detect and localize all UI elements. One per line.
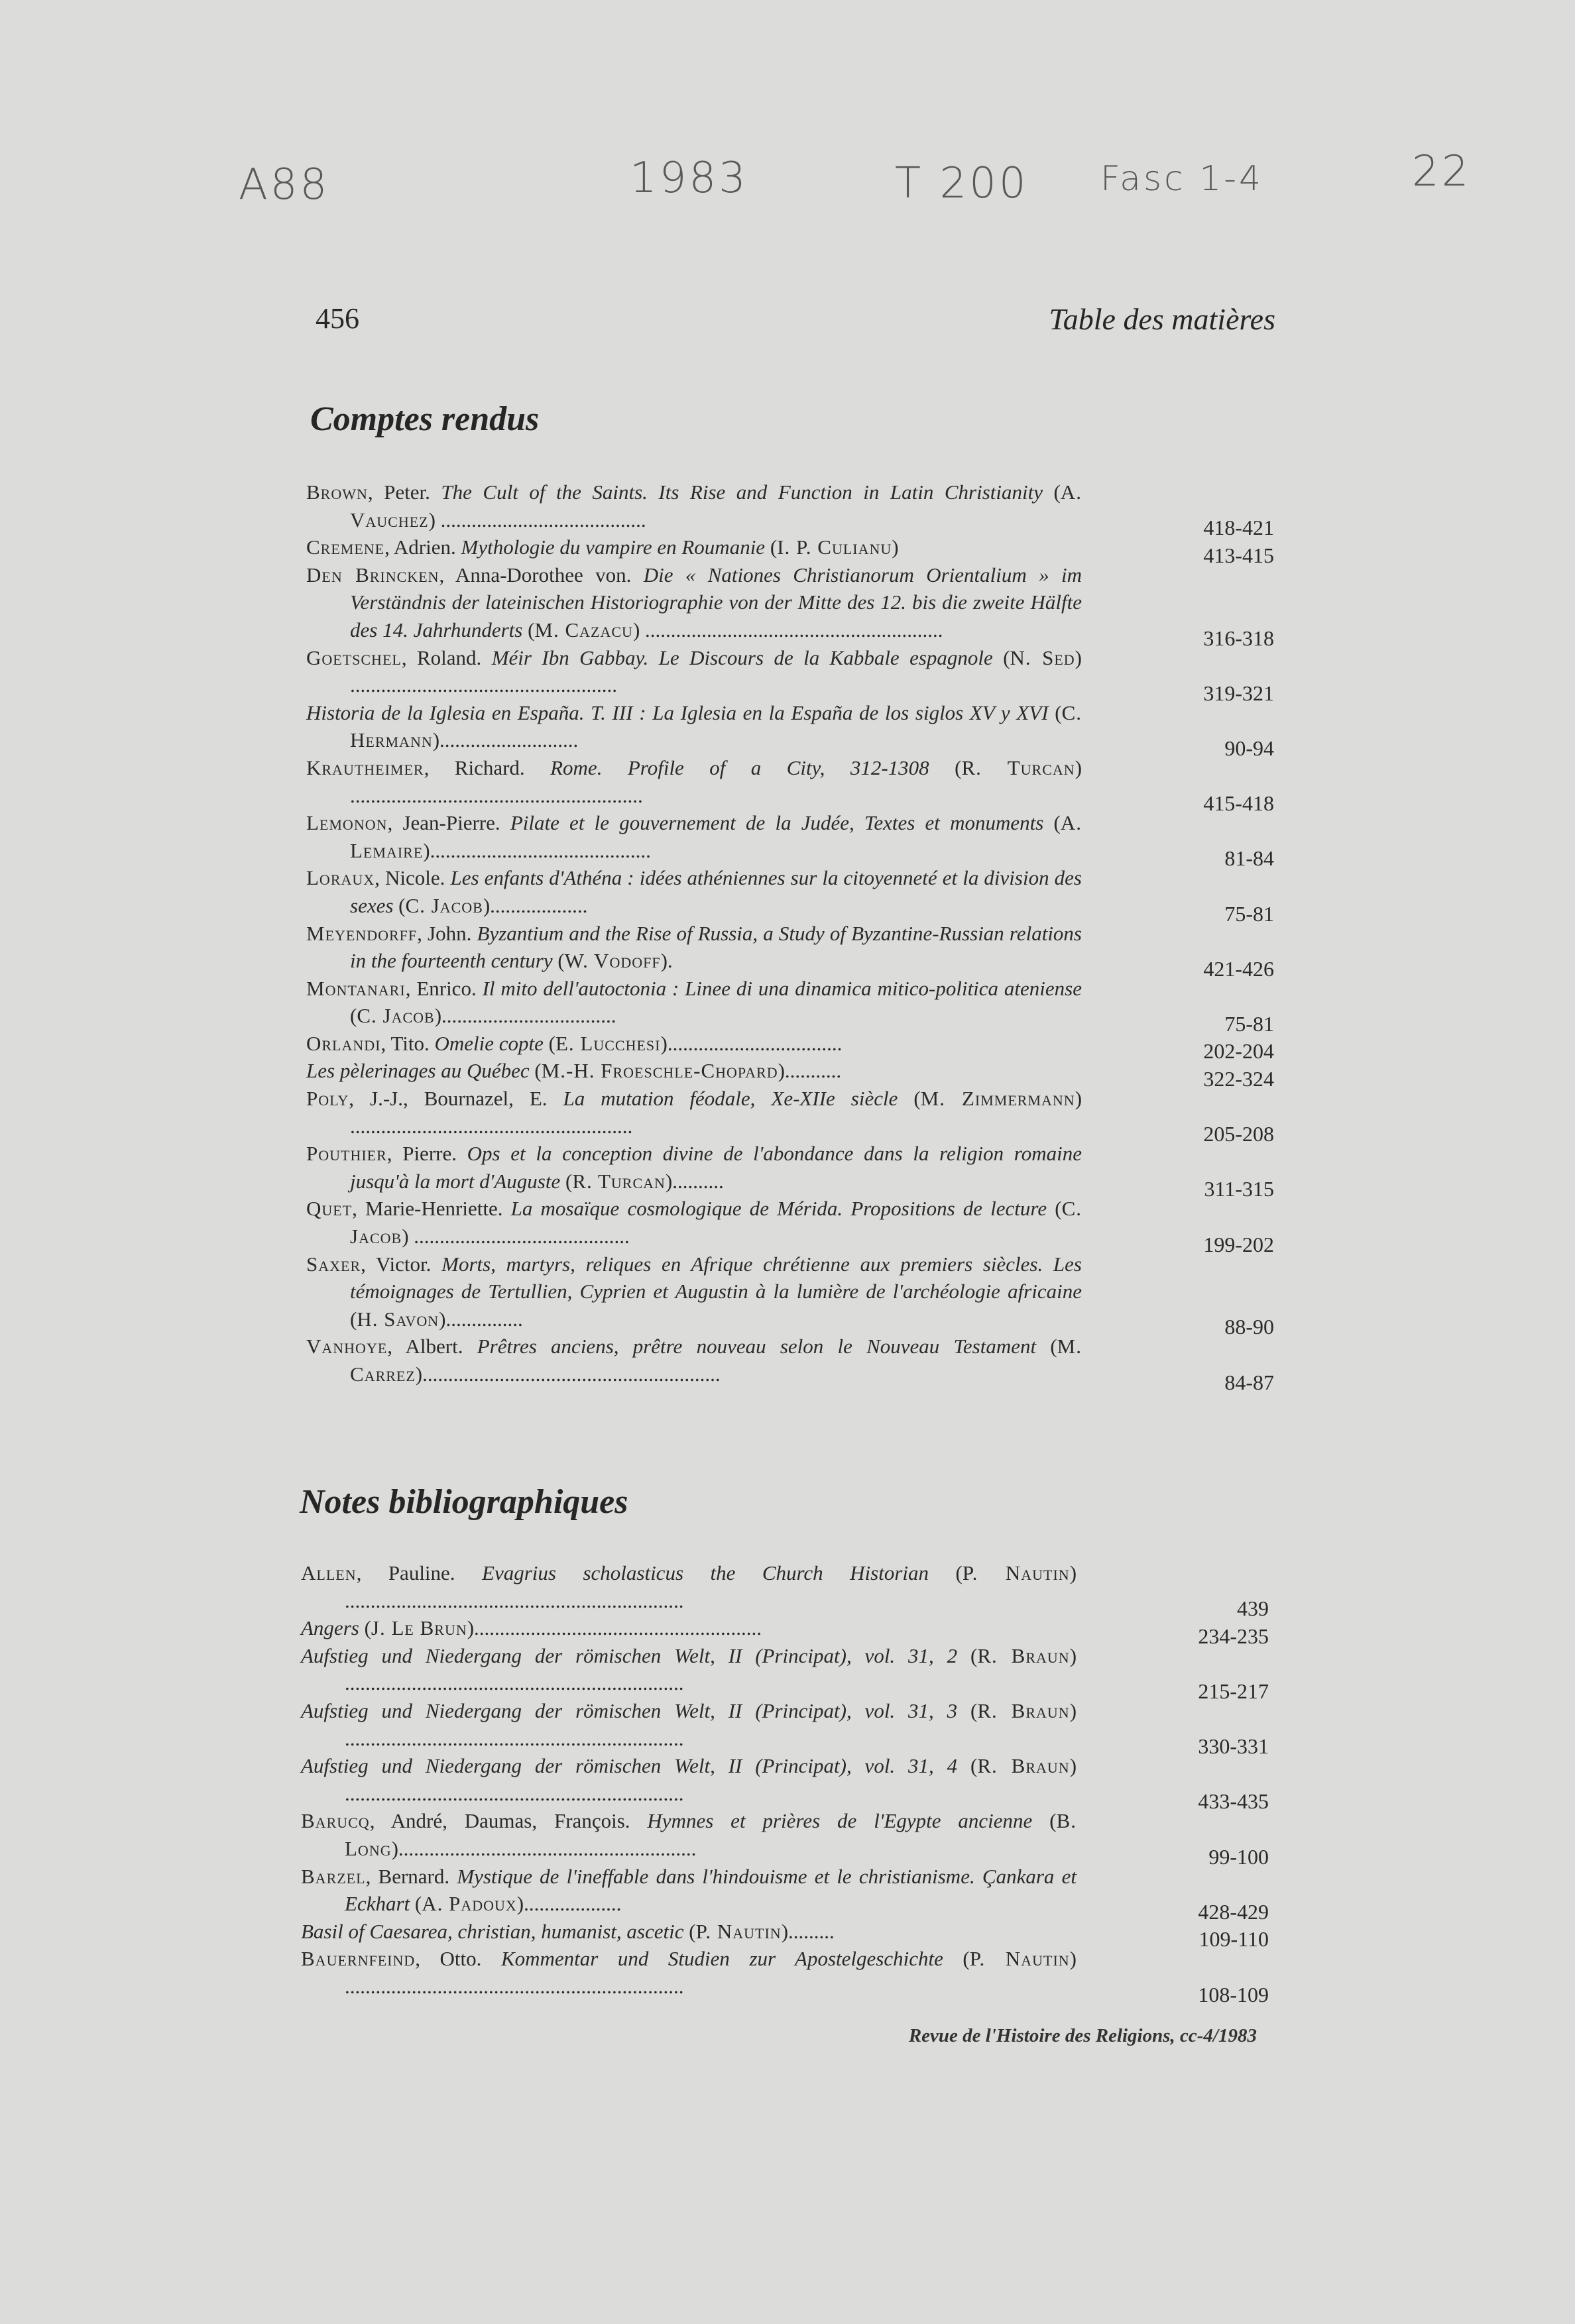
reviewer-name: P. Nautin: [969, 1947, 1070, 1971]
work-title: Les enfants d'Athéna : idées athéniennes sur la citoyenneté et la division des sexes: [350, 866, 1082, 917]
author-name: Barzel: [301, 1864, 366, 1888]
toc-entry: [301, 1697, 1269, 1759]
page-range: 88-90: [1224, 1315, 1274, 1339]
author-name: Meyendorff: [306, 921, 418, 945]
author-name: Brown: [306, 480, 368, 504]
work-title: Historia de la Iglesia en España. T. III : La Iglesia en la España de los siglos XV y XVI: [306, 700, 1049, 724]
reviewer-name: I. P. Culianu: [777, 535, 892, 559]
annotation-5: 22: [1412, 147, 1472, 196]
work-title: Kommentar und Studien zur Apostelgeschichte: [500, 1947, 943, 1971]
reviewer-open: (: [957, 1698, 978, 1722]
author-name: Goetschel: [306, 645, 402, 669]
page-range: 413-415: [1203, 543, 1274, 567]
reviewer-close: ) ....................................................: [350, 645, 1082, 697]
reviewer-close: ) ..................................................................: [345, 1561, 1077, 1612]
toc-entry-text: [306, 1195, 1082, 1250]
author-rest: , Nicole.: [375, 866, 451, 890]
page-range: 109-110: [1198, 1927, 1269, 1952]
author-rest: , Adrien.: [384, 535, 461, 559]
page-range: 199-202: [1203, 1232, 1274, 1256]
toc-entry-text: [306, 699, 1082, 754]
reviewer-close: ) ..........................................................: [632, 618, 943, 641]
page-range: 84-87: [1224, 1370, 1274, 1394]
reviewer-close: ) ..................................................................: [345, 1698, 1077, 1750]
author-rest: , Roland.: [401, 645, 492, 669]
reviewer-open: (: [929, 1561, 962, 1584]
work-title: Mythologie du vampire en Roumanie: [461, 535, 766, 559]
work-title: La mutation féodale, Xe-XIIe siècle: [563, 1087, 898, 1111]
work-title: Omelie copte: [434, 1031, 544, 1055]
work-title: Les pèlerinages au Québec: [306, 1059, 530, 1083]
toc-entry: [306, 754, 1274, 816]
reviewer-name: N. Sed: [1010, 645, 1075, 669]
page-range: 421-426: [1203, 956, 1274, 981]
author-rest: , Pauline.: [356, 1561, 483, 1584]
reviewer-open: (: [1043, 811, 1061, 835]
toc-entry-text: [306, 1333, 1082, 1388]
annotation-3: T 200: [895, 159, 1029, 208]
reviewer-name: M.-H. Froeschle-Chopard: [541, 1059, 778, 1083]
reviewer-name: R. Braun: [977, 1643, 1070, 1667]
author-name: Loraux: [306, 866, 375, 890]
handwritten-annotations: [239, 147, 1511, 207]
reviewer-open: (: [683, 1919, 696, 1943]
author-rest: , Pierre.: [386, 1142, 467, 1166]
author-rest: , J.-J., Bournazel, E.: [349, 1087, 563, 1111]
toc-entry-text: [301, 1614, 1077, 1642]
toc-entry: [301, 1863, 1269, 1924]
work-title: Il mito dell'autoctonia : Linee di una dinamica mitico-politica ateniense: [482, 976, 1082, 1000]
reviewer-open: (: [350, 1004, 357, 1028]
reviewer-open: (: [1048, 700, 1062, 724]
reviewer-close: )...................: [516, 1892, 622, 1916]
work-title: Prêtres anciens, prêtre nouveau selon le Nouveau Testament: [477, 1335, 1037, 1358]
toc-entry: [301, 1945, 1269, 2007]
toc-entry-text: [301, 1642, 1077, 1697]
reviewer-close: ) ..................................................................: [345, 1643, 1077, 1695]
author-rest: , John.: [417, 921, 477, 945]
toc-entry-text: [306, 864, 1082, 919]
reviewer-close: ).........: [781, 1919, 835, 1943]
work-title: Aufstieg und Niedergang der römischen Welt, II (Principat), vol. 31, 2: [301, 1643, 958, 1667]
author-name: Allen: [301, 1561, 357, 1584]
work-title: La mosaïque cosmologique de Mérida. Propositions de lecture: [510, 1197, 1047, 1221]
reviewer-name: R. Braun: [977, 1698, 1070, 1722]
work-title: Die « Nationes Christianorum Orientalium » im Verständnis der lateinischen Historiographie von der Mitte des 12. bis die zweite Hälfte des 14. Jahrhunderts: [350, 563, 1082, 641]
author-rest: , Tito.: [380, 1031, 435, 1055]
author-rest: , Richard.: [424, 755, 551, 779]
reviewer-open: (: [543, 1031, 555, 1055]
reviewer-close: ): [892, 535, 899, 559]
page-range: 205-208: [1203, 1122, 1274, 1146]
toc-entry-text: [301, 1559, 1077, 1614]
page-range: 311-315: [1204, 1177, 1274, 1201]
reviewer-name: J. Le Brun: [371, 1616, 467, 1640]
reviewer-close: ) .......................................................: [350, 1087, 1082, 1138]
page-range: 428-429: [1198, 1899, 1269, 1924]
page-range: 330-331: [1198, 1734, 1269, 1759]
reviewer-open: (: [898, 1087, 921, 1111]
page-range: 202-204: [1203, 1039, 1274, 1064]
toc-entry-text: [306, 975, 1082, 1030]
reviewer-open: (: [350, 1307, 357, 1331]
author-rest: , Otto.: [415, 1947, 501, 1971]
author-rest: , Jean-Pierre.: [387, 811, 510, 835]
journal-footer: Revue de l'Histoire des Religions, cc-4/1983: [908, 2025, 1257, 2046]
reviewer-close: )...........: [778, 1059, 842, 1083]
reviewer-open: (: [529, 1059, 542, 1083]
work-title: Ops et la conception divine de l'abondance dans la religion romaine jusqu'à la mort d'Auguste: [350, 1142, 1082, 1193]
toc-entry-text: [301, 1807, 1077, 1862]
work-title: Basil of Caesarea, christian, humanist, ascetic: [301, 1919, 684, 1943]
toc-entry-text: [306, 533, 1082, 561]
reviewer-name: P. Nautin: [962, 1561, 1070, 1584]
author-rest: , Albert.: [387, 1335, 477, 1358]
reviewer-name: B. Long: [345, 1809, 1077, 1860]
author-name: Cremene: [306, 535, 385, 559]
reviewer-open: (: [943, 1947, 970, 1971]
page-range: 316-318: [1203, 626, 1274, 650]
reviewer-close: )..................................: [434, 1004, 616, 1028]
toc-entry-text: [306, 1057, 1082, 1085]
reviewer-name: C. Jacob: [357, 1004, 435, 1028]
author-name: Bauernfeind: [301, 1947, 416, 1971]
reviewer-close: )..........: [665, 1169, 724, 1193]
reviewer-open: (: [929, 755, 962, 779]
toc-entry: [306, 1030, 1274, 1064]
reviewer-name: R. Turcan: [961, 755, 1075, 779]
reviewer-open: (: [552, 949, 565, 973]
page-range: 418-421: [1203, 516, 1274, 540]
reviewer-close: )........................................................: [467, 1616, 762, 1640]
toc-entry: [306, 644, 1274, 705]
page-range: 108-109: [1198, 1982, 1269, 2007]
work-title: Mystique de l'ineffable dans l'hindouisme et le christianisme. Çankara et Eckhart: [345, 1864, 1077, 1916]
toc-entry-text: [306, 1085, 1082, 1140]
toc-entry-text: [306, 478, 1082, 533]
reviewer-close: ) ..................................................................: [345, 1754, 1077, 1805]
reviewer-name: M. Carrez: [350, 1335, 1082, 1386]
toc-entry: [301, 1918, 1269, 1952]
toc-entry-text: [306, 920, 1082, 975]
reviewer-close: )...................: [483, 893, 588, 917]
toc-entry: [306, 1140, 1274, 1201]
work-title: Rome. Profile of a City, 312-1308: [550, 755, 929, 779]
work-title: Méir Ibn Gabbay. Le Discours de la Kabbale espagnole: [491, 645, 993, 669]
author-name: Orlandi: [306, 1031, 381, 1055]
work-title: Pilate et le gouvernement de la Judée, Textes et monuments: [510, 811, 1044, 835]
toc-notes-bibliographiques: [301, 1559, 1269, 2007]
author-name: Krautheimer: [306, 755, 424, 779]
page-range: 234-235: [1198, 1624, 1269, 1648]
reviewer-close: )..........................................................: [415, 1362, 721, 1386]
toc-entry: [301, 1752, 1269, 1814]
page-range: 415-418: [1203, 791, 1274, 816]
reviewer-open: (: [992, 645, 1010, 669]
author-name: Quet: [306, 1197, 353, 1221]
page-range: 90-94: [1224, 736, 1274, 760]
author-name: Lemonon: [306, 811, 388, 835]
toc-entry-text: [301, 1863, 1077, 1918]
toc-entry: [301, 1614, 1269, 1648]
author-name: Poly: [306, 1087, 349, 1111]
reviewer-close: ) .........................................................: [350, 755, 1082, 807]
author-name: Montanari: [306, 976, 406, 1000]
section-title-comptes-rendus: Comptes rendus: [310, 400, 540, 438]
work-title: Byzantium and the Rise of Russia, a Study of Byzantine-Russian relations in the fourteenth century: [350, 921, 1082, 973]
toc-entry-text: [306, 1140, 1082, 1195]
reviewer-name: A. Vauchez: [350, 480, 1082, 531]
toc-entry-text: [306, 809, 1082, 864]
page-range: 433-435: [1198, 1789, 1269, 1814]
toc-entry-text: [306, 644, 1082, 699]
reviewer-name: E. Lucchesi: [555, 1031, 661, 1055]
page-range: 75-81: [1224, 1011, 1274, 1036]
author-rest: , Victor.: [361, 1252, 442, 1276]
toc-entry: [306, 1057, 1274, 1091]
reviewer-name: A. Lemaire: [350, 811, 1082, 862]
reviewer-name: C. Jacob: [405, 893, 483, 917]
toc-entry: [306, 809, 1274, 871]
reviewer-name: M. Cazacu: [534, 618, 633, 641]
toc-entry-text: [306, 754, 1082, 809]
page-range: 75-81: [1224, 901, 1274, 926]
toc-comptes-rendus: [306, 478, 1274, 1394]
work-title: Aufstieg und Niedergang der römischen Welt, II (Principat), vol. 31, 3: [301, 1698, 958, 1722]
toc-entry: [306, 1195, 1274, 1256]
reviewer-open: (: [765, 535, 778, 559]
page-range: 215-217: [1198, 1679, 1269, 1703]
reviewer-close: )...........................: [432, 728, 579, 752]
author-name: Den Brincken: [306, 563, 439, 586]
reviewer-name: C. Hermann: [350, 700, 1082, 752]
toc-entry-text: [301, 1697, 1077, 1752]
work-title: Aufstieg und Niedergang der römischen Welt, II (Principat), vol. 31, 4: [301, 1754, 958, 1778]
toc-entry: [306, 478, 1274, 540]
page-range: 439: [1237, 1596, 1269, 1621]
page-range: 81-84: [1224, 846, 1274, 871]
author-name: Saxer: [306, 1252, 361, 1276]
reviewer-open: (: [957, 1754, 978, 1778]
reviewer-open: (: [1036, 1335, 1057, 1358]
reviewer-name: W. Vodoff: [564, 949, 661, 973]
reviewer-open: (: [1032, 1809, 1057, 1833]
page-range: 319-321: [1203, 681, 1274, 705]
annotation-4: Fasc 1-4: [1100, 159, 1264, 199]
page-range: 322-324: [1203, 1067, 1274, 1091]
reviewer-close: )..........................................................: [391, 1836, 697, 1860]
toc-entry: [301, 1807, 1269, 1869]
toc-entry: [306, 920, 1274, 981]
reviewer-open: (: [957, 1643, 978, 1667]
toc-entry: [301, 1642, 1269, 1703]
author-name: Vanhoye: [306, 1335, 388, 1358]
toc-entry: [306, 864, 1274, 926]
toc-entry: [306, 1085, 1274, 1146]
work-title: Hymnes et prières de l'Egypte ancienne: [647, 1809, 1033, 1833]
reviewer-open: (: [359, 1616, 371, 1640]
reviewer-name: H. Savon: [357, 1307, 439, 1331]
author-rest: , Enrico.: [405, 976, 483, 1000]
section-title-notes-bibliographiques: Notes bibliographiques: [300, 1483, 628, 1521]
toc-entry-text: [301, 1918, 1077, 1946]
reviewer-open: (: [522, 618, 535, 641]
work-title: The Cult of the Saints. Its Rise and Function in Latin Christianity: [441, 480, 1043, 504]
toc-entry-text: [306, 561, 1082, 644]
reviewer-name: C. Jacob: [350, 1197, 1082, 1248]
annotation-2: 1983: [630, 154, 748, 203]
toc-entry: [306, 1250, 1274, 1339]
toc-entry: [301, 1559, 1269, 1621]
reviewer-close: )..................................: [660, 1031, 843, 1055]
toc-entry: [306, 1333, 1274, 1394]
reviewer-open: (: [1047, 1197, 1062, 1221]
author-rest: , Bernard.: [365, 1864, 457, 1888]
running-title: Table des matières: [1049, 302, 1275, 336]
reviewer-name: P. Nautin: [695, 1919, 782, 1943]
work-title: Morts, martyrs, reliques en Afrique chrétienne aux premiers siècles. Les témoignages de Tertullien, Cyprien et Augustin à la lumière de l'archéologie africaine: [350, 1252, 1082, 1303]
author-rest: , André, Daumas, François.: [369, 1809, 648, 1833]
reviewer-open: (: [393, 893, 406, 917]
work-title: Angers: [301, 1616, 359, 1640]
reviewer-close: ) ........................................: [428, 508, 646, 531]
author-rest: , Anna-Dorothee von.: [439, 563, 644, 586]
author-name: Pouthier: [306, 1142, 387, 1166]
toc-entry: [306, 699, 1274, 760]
toc-entry: [306, 533, 1274, 567]
reviewer-name: R. Braun: [977, 1754, 1070, 1778]
toc-entry-text: [301, 1752, 1077, 1807]
reviewer-open: (: [410, 1892, 422, 1916]
reviewer-close: ) ..........................................: [402, 1225, 630, 1248]
author-rest: , Peter.: [367, 480, 441, 504]
reviewer-close: ) ..................................................................: [345, 1947, 1077, 1998]
reviewer-name: A. Padoux: [422, 1892, 517, 1916]
author-name: Barucq: [301, 1809, 370, 1833]
reviewer-close: )...............: [439, 1307, 523, 1331]
reviewer-close: ).: [660, 949, 673, 973]
reviewer-name: R. Turcan: [572, 1169, 666, 1193]
toc-entry-text: [306, 1030, 1082, 1058]
reviewer-open: (: [560, 1169, 573, 1193]
toc-entry-text: [306, 1250, 1082, 1333]
work-title: Evagrius scholasticus the Church Historian: [482, 1561, 929, 1584]
page-range: 99-100: [1208, 1844, 1269, 1869]
author-rest: , Marie-Henriette.: [352, 1197, 511, 1221]
reviewer-open: (: [1043, 480, 1061, 504]
toc-entry: [306, 561, 1274, 650]
annotation-1: A88: [239, 160, 330, 209]
toc-entry-text: [301, 1945, 1077, 2000]
toc-entry: [306, 975, 1274, 1036]
reviewer-name: M. Zimmermann: [920, 1087, 1075, 1111]
page-number: 456: [316, 302, 359, 335]
reviewer-close: )...........................................: [423, 838, 651, 862]
